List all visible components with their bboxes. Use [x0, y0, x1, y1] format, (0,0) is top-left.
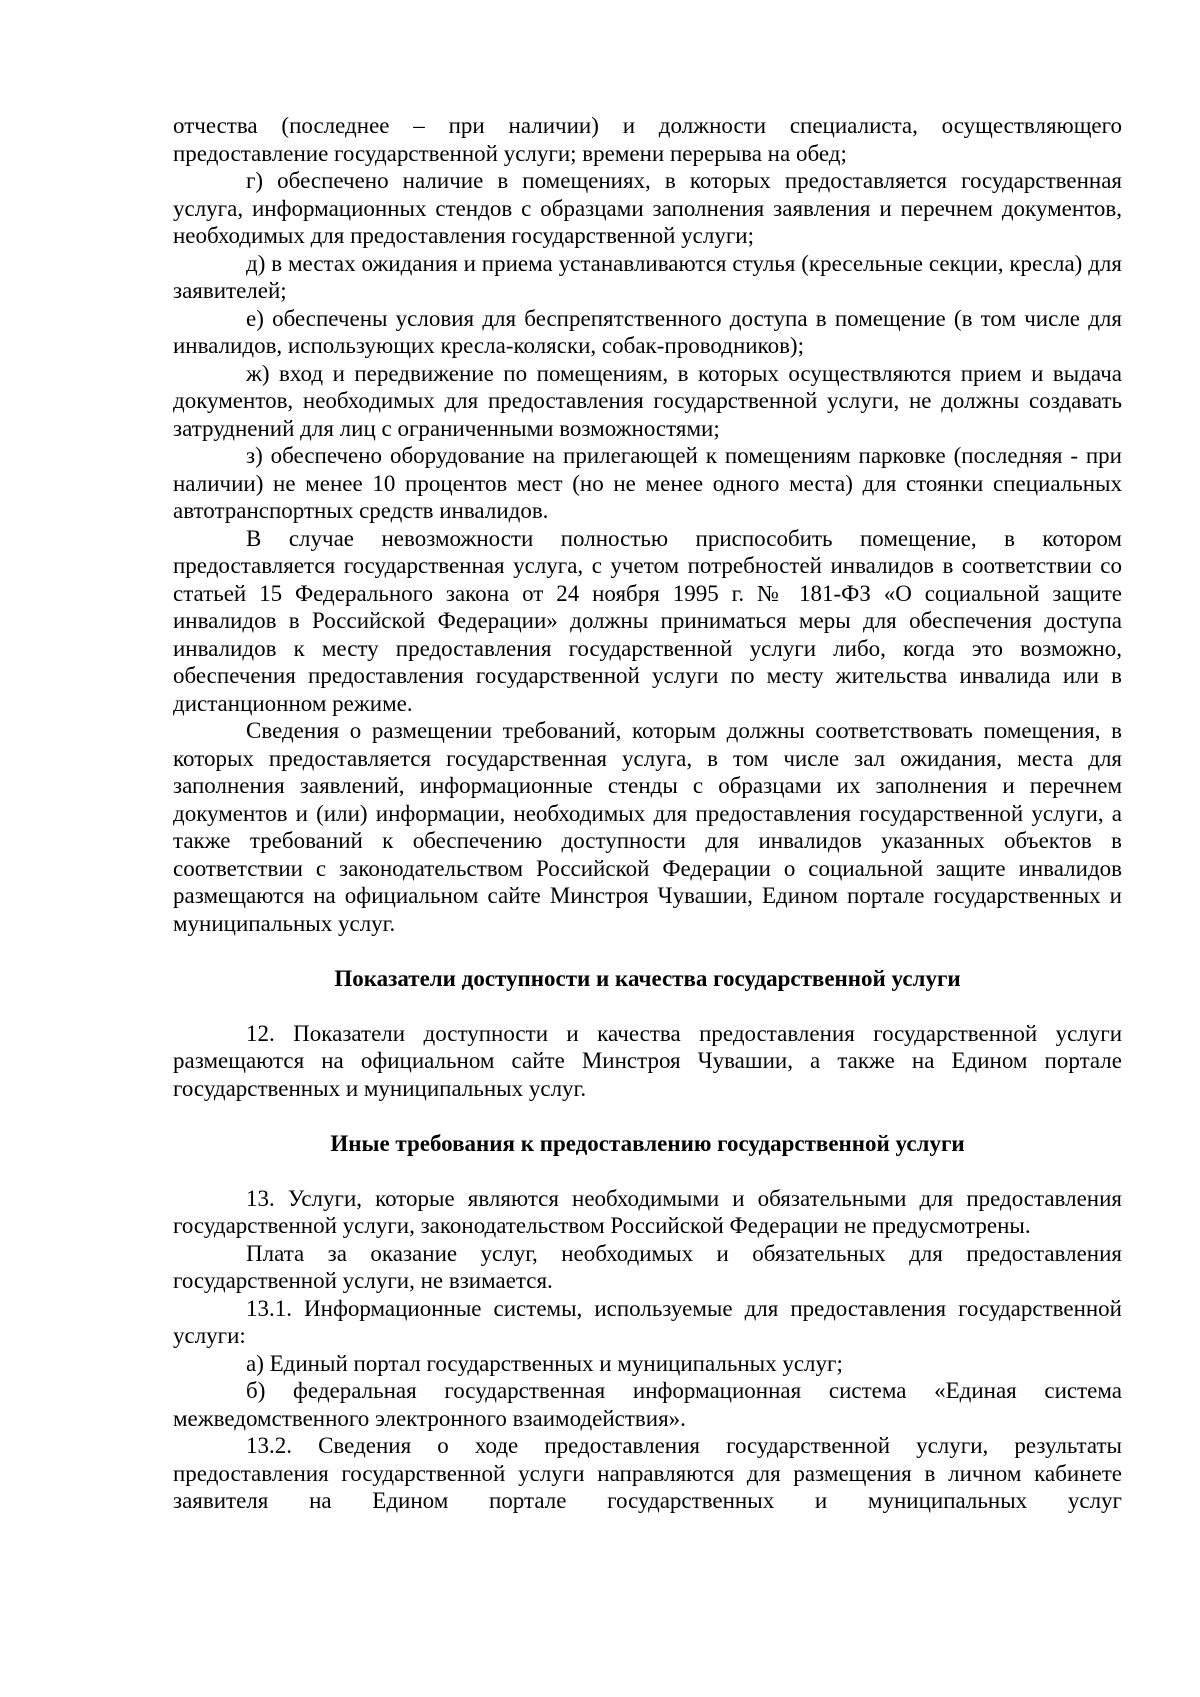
section-heading-accessibility: Показатели доступности и качества государственной услуги: [334, 965, 961, 991]
paragraph-item-e: е) обеспечены условия для беспрепятственного доступа в помещение (в том числе для инвалидов, использующих кресла-коляски, собак-проводников);: [173, 305, 1122, 358]
paragraph-13-1: 13.1. Информационные системы, используемые для предоставления государственной услуги:: [173, 1295, 1122, 1348]
paragraph-12: 12. Показатели доступности и качества предоставления государственной услуги размещаются на официальном сайте Минстроя Чувашии, а также на Едином портале государственных и муниципальных услуг.: [173, 1020, 1122, 1101]
paragraph-13: 13. Услуги, которые являются необходимыми и обязательными для предоставления государственной услуги, законодательством Российской Федерации не предусмотрены.: [173, 1185, 1122, 1238]
paragraph-13-2: 13.2. Сведения о ходе предоставления государственной услуги, результаты предоставления государственной услуги направляются для размещения в личном кабинете заявителя на Едином портале государственных и муниципальных услуг: [173, 1433, 1122, 1513]
spacer: [173, 1102, 1122, 1130]
spacer: [173, 1157, 1122, 1185]
paragraph-requirements-info: Сведения о размещении требований, которым должны соответствовать помещения, в которых предоставляется государственная услуга, в том числе зал ожидания, места для заполнения заявлений, информационные стенды с образцами их заполнения и перечнем документов и (или) информации, необходимых для предоставления государственной услуги, а также требований к обеспечению доступности для инвалидов указанных объектов в соответствии с законодательством Российской Федерации о социальной защите инвалидов размещаются на официальном сайте Минстроя Чувашии, Едином портале государственных и муниципальных услуг.: [173, 718, 1122, 936]
paragraph-item-g: г) обеспечено наличие в помещениях, в которых предоставляется государственная услуга, информационных стендов с образцами заполнения заявления и перечнем документов, необходимых для предоставления государственной услуги;: [173, 168, 1122, 248]
paragraph-item-z: з) обеспечено оборудование на прилегающей к помещениям парковке (последняя - при наличии) не менее 10 процентов мест (но не менее одного места) для стоянки специальных автотранспортных средств инвалидов.: [173, 443, 1122, 523]
paragraph-disability-access: В случае невозможности полностью приспособить помещение, в котором предоставляется государственная услуга, с учетом потребностей инвалидов в соответствии со статьей 15 Федерального закона от 24 ноября 1995 г. № 181-ФЗ «О социальной защите инвалидов в Российской Федерации» должны приниматься меры для обеспечения доступа инвалидов к месту предоставления государственной услуги либо, когда это возможно, обеспечения предоставления государственной услуги по месту жительства инвалида или в дистанционном режиме.: [173, 525, 1122, 716]
paragraph-item-b: б) федеральная государственная информационная система «Единая система межведомственного электронного взаимодействия».: [173, 1378, 1122, 1431]
section-heading-other-requirements: Иные требования к предоставлению государственной услуги: [330, 1130, 965, 1156]
paragraph-item-d: д) в местах ожидания и приема устанавливаются стулья (кресельные секции, кресла) для заявителей;: [173, 250, 1122, 303]
spacer: [173, 992, 1122, 1020]
paragraph-continuation: отчества (последнее – при наличии) и должности специалиста, осуществляющего предоставление государственной услуги; времени перерыва на обед;: [173, 113, 1122, 166]
paragraph-fee: Плата за оказание услуг, необходимых и обязательных для предоставления государственной услуги, не взимается.: [173, 1240, 1122, 1293]
paragraph-item-a: а) Единый портал государственных и муниципальных услуг;: [246, 1350, 843, 1376]
spacer: [173, 937, 1122, 965]
paragraph-item-zh: ж) вход и передвижение по помещениям, в которых осуществляются прием и выдача документов, необходимых для предоставления государственной услуги, не должны создавать затруднений для лиц с ограниченными возможностями;: [173, 360, 1122, 441]
